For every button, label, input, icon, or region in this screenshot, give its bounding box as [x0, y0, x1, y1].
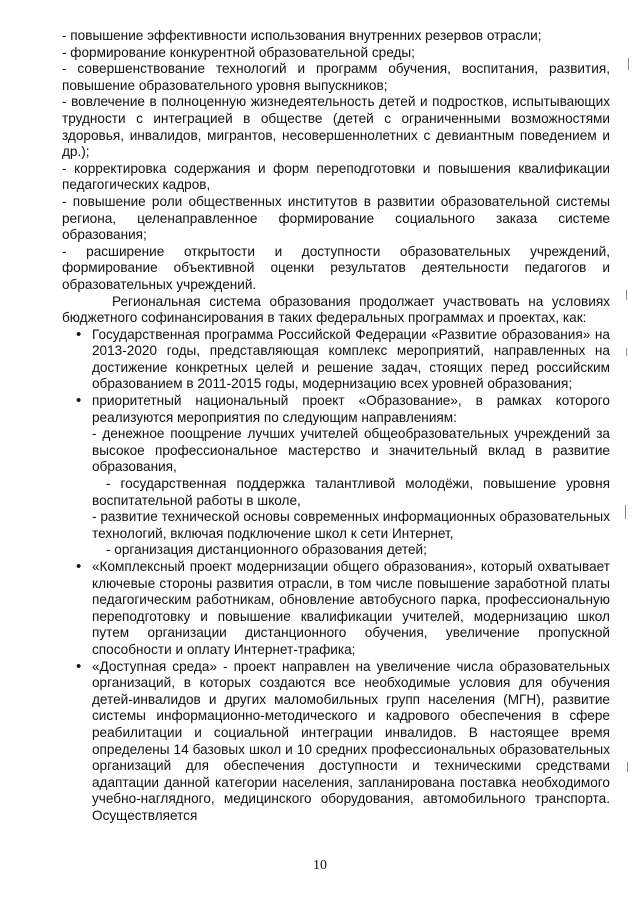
- paragraph: - повышение эффективности использования внутренних резервов отрасли;: [62, 28, 542, 43]
- scan-mark: [626, 348, 627, 356]
- paragraph: - вовлечение в полноценную жизнедеятельность детей и подростков, испытывающих трудности с интеграцией в обществе (детей с ограниченными возможностями здоровья, инвалидов, мигрантов, несовершеннолетних с девиантным поведением и др.);: [62, 94, 610, 160]
- paragraph: - формирование конкурентной образовательной среды;: [62, 44, 415, 60]
- bullet-item-2: [62, 393, 610, 559]
- paragraph: - корректировка содержания и форм переподготовки и повышения квалификации педагогических кадров,: [62, 160, 610, 193]
- scan-mark: [626, 290, 627, 300]
- intro-paragraph: Региональная система образования продолжает участвовать на условиях бюджетного софинансирования в таких федеральных программах и проектах, как:: [62, 293, 610, 326]
- sub-item: - денежное поощрение лучших учителей общеобразовательных учреждений за высокое профессиональное мастерство и значительный вклад в развитие образования,: [92, 426, 610, 475]
- bullet-list: [62, 327, 610, 825]
- page-number: 10: [313, 858, 327, 873]
- scan-mark: [628, 58, 629, 70]
- scan-edge-marks: [622, 0, 640, 905]
- body-text: [62, 28, 610, 825]
- sub-item: - организация дистанционного образования детей;: [106, 542, 427, 558]
- bullet-item-4: • «Доступная среда» - проект направлен на увеличение числа образовательных организаций, в которых создаются все необходимые условия для обучения детей-инвалидов и других маломобильных групп населения (МГН), развитие системы информационно-методического и кадрового обеспечения в сфере реабилитации и социальной интеграции инвалидов. В настоящее время определены 14 базовых школ и 10 средних профессиональных образовательных организаций для обеспечения доступности и техническими средствами адаптации данной категории населения, запланирована поставка необходимого учебно-наглядного, медицинского оборудования, автомобильного транспорта. Осуществляется: [62, 659, 610, 825]
- paragraph: - повышение роли общественных институтов в развитии образовательной системы региона, целенаправленное формирование социального заказа системе образования;: [62, 193, 610, 243]
- scan-mark: [625, 505, 626, 519]
- bullet-item-3: • «Комплексный проект модернизации общего образования», который охватывает ключевые стороны развития отрасли, в том числе повышение заработной платы педагогическим работникам, обновление автобусного парка, профессиональную переподготовку и повышение квалификации учителей, модернизацию школ путем организации дистанционного обучения, увеличение пропускной способности и оплату Интернет-трафика;: [62, 559, 610, 659]
- sub-item: - развитие технической основы современных информационных образовательных технологий, включая подключение школ к сети Интернет,: [92, 509, 610, 541]
- paragraph: - расширение открытости и доступности образовательных учреждений, формирование объективной оценки результатов деятельности педагогов и образовательных учреждений.: [62, 243, 610, 292]
- sub-item: - государственная поддержка талантливой молодёжи, повышение уровня воспитательной работы в школе,: [92, 476, 610, 508]
- bullet-item-1: • Государственная программа Российской Федерации «Развитие образования» на 2013-2020 годы, представляющая комплекс мероприятий, направленных на достижение конкретных целей и решение задач, стоящих перед российским образованием в 2011-2015 годы, модернизацию всех уровней образования;: [62, 327, 610, 393]
- bullet-text: • приоритетный национальный проект «Образование», в рамках которого реализуются мероприятия по следующим направлениям:: [92, 393, 610, 425]
- paragraph: - совершенствование технологий и программ обучения, воспитания, развития, повышение образовательного уровня выпускников;: [62, 61, 610, 93]
- scan-mark: [627, 762, 628, 772]
